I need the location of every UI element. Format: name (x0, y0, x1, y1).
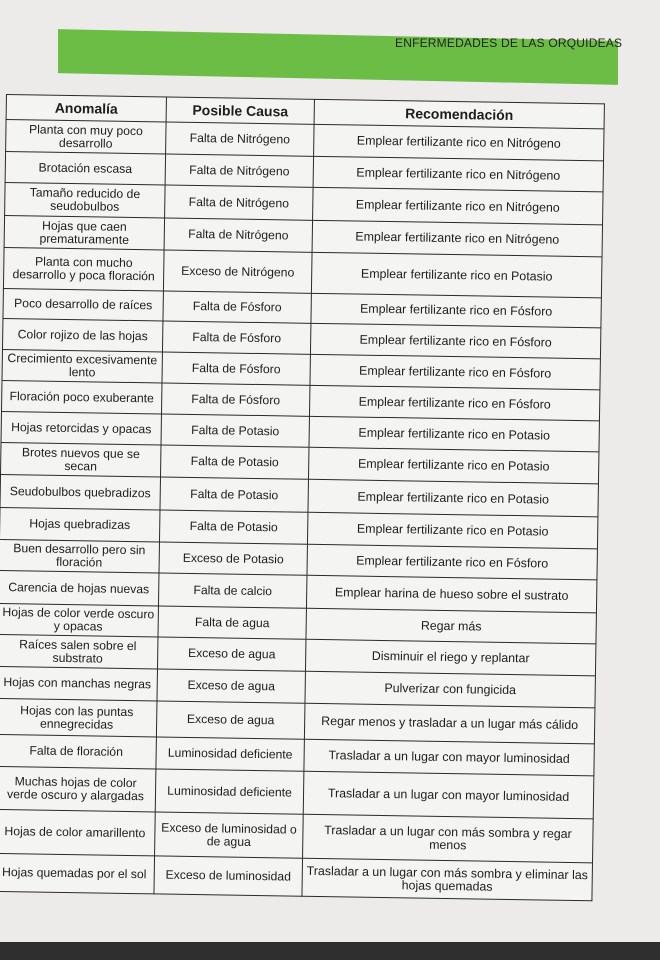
cell-posible-causa: Exceso de luminosidad o de agua (155, 812, 304, 858)
cell-recomendacion: Emplear fertilizante rico en Fósforo (310, 354, 600, 390)
cell-anomalia: Buen desarrollo pero sin floración (0, 539, 159, 573)
cell-posible-causa: Falta de Nitrógeno (166, 122, 314, 156)
orchid-disorders-table (0, 94, 605, 901)
cell-recomendacion: Emplear fertilizante rico en Potasio (308, 479, 598, 517)
cell-posible-causa: Falta de Potasio (159, 510, 307, 544)
cell-anomalia: Crecimiento excesivamente lento (2, 349, 162, 383)
cell-posible-causa: Falta de Nitrógeno (165, 185, 314, 220)
cell-anomalia: Brotes nuevos que se secan (1, 442, 161, 477)
cell-recomendacion: Pulverizar con fungicida (305, 671, 595, 708)
cell-recomendacion: Emplear fertilizante rico en Potasio (309, 416, 599, 452)
cell-posible-causa: Falta de Nitrógeno (164, 218, 312, 252)
cell-anomalia: Falta de floración (0, 734, 156, 769)
cell-posible-causa: Exceso de luminosidad (154, 856, 303, 896)
cell-recomendacion: Emplear fertilizante rico en Nitrógeno (312, 220, 602, 257)
cell-posible-causa: Luminosidad deficiente (155, 769, 304, 814)
cell-posible-causa: Falta de Potasio (160, 477, 309, 512)
cell-recomendacion: Emplear fertilizante rico en Fósforo (309, 385, 599, 421)
table-container (0, 94, 604, 901)
cell-recomendacion: Disminuir el riego y replantar (305, 639, 595, 676)
cell-recomendacion: Emplear harina de hueso sobre el sustrato (306, 575, 596, 613)
cell-recomendacion: Trasladar a un lugar con más sombra y eliminar las hojas quemadas (302, 858, 593, 901)
cell-recomendacion: Regar más (306, 608, 596, 644)
cell-recomendacion: Emplear fertilizante rico en Fósforo (307, 544, 597, 580)
cell-anomalia: Seudobulbos quebradizos (0, 474, 160, 510)
cell-posible-causa: Falta de Fósforo (162, 352, 310, 385)
cell-posible-causa: Falta de Nitrógeno (165, 154, 313, 187)
cell-posible-causa: Falta de calcio (158, 573, 307, 608)
column-header-posible-causa: Posible Causa (166, 97, 314, 124)
cell-recomendacion: Emplear fertilizante rico en Potasio (308, 447, 598, 484)
cell-posible-causa: Exceso de agua (157, 637, 305, 671)
cell-anomalia: Tamaño reducido de seudobulbos (5, 182, 165, 218)
cell-anomalia: Hojas de color amarillento (0, 809, 155, 856)
cell-anomalia: Hojas quebradizas (0, 507, 160, 542)
cell-posible-causa: Falta de Fósforo (163, 291, 311, 323)
cell-anomalia: Carencia de hojas nuevas (0, 570, 159, 606)
cell-posible-causa: Falta de Fósforo (162, 321, 310, 354)
cell-anomalia: Color rojizo de las hojas (2, 318, 162, 352)
cell-recomendacion: Regar menos y trasladar a un lugar más cálido (304, 703, 595, 744)
page-title: ENFERMEDADES DE LAS ORQUIDEAS (395, 36, 623, 50)
cell-anomalia: Hojas quemadas por el sol (0, 853, 155, 894)
cell-posible-causa: Falta de Fósforo (161, 383, 309, 416)
column-header-recomendacion: Recomendación (314, 99, 604, 129)
cell-posible-causa: Exceso de Nitrógeno (163, 250, 312, 293)
cell-recomendacion: Emplear fertilizante rico en Nitrógeno (314, 124, 604, 161)
cell-anomalia: Planta con muy poco desarrollo (6, 120, 166, 155)
column-header-anomalia: Anomalía (6, 95, 166, 123)
cell-anomalia: Raíces salen sobre el substrato (0, 634, 158, 669)
table-body (0, 120, 604, 901)
cell-anomalia: Floración poco exuberante (2, 380, 162, 414)
cell-recomendacion: Emplear fertilizante rico en Nitrógeno (313, 156, 603, 192)
bottom-dark-strip (0, 942, 660, 960)
cell-recomendacion: Emplear fertilizante rico en Potasio (307, 512, 597, 549)
cell-posible-causa: Exceso de agua (157, 669, 305, 703)
cell-anomalia: Hojas de color verde oscuro y opacas (0, 603, 158, 637)
cell-posible-causa: Falta de agua (158, 606, 306, 639)
cell-anomalia: Hojas con las puntas ennegrecidas (0, 698, 157, 737)
cell-recomendacion: Emplear fertilizante rico en Potasio (311, 252, 602, 298)
cell-anomalia: Hojas que caen prematuramente (4, 215, 164, 250)
cell-recomendacion: Trasladar a un lugar con más sombra y regar menos (303, 814, 594, 863)
cell-anomalia: Hojas retorcidas y opacas (1, 411, 161, 445)
cell-posible-causa: Luminosidad deficiente (156, 737, 304, 771)
cell-recomendacion: Emplear fertilizante rico en Nitrógeno (313, 187, 603, 225)
cell-posible-causa: Exceso de agua (156, 701, 305, 739)
cell-anomalia: Planta con mucho desarrollo y poca floración (3, 247, 164, 291)
cell-anomalia: Brotación escasa (5, 152, 165, 186)
cell-recomendacion: Emplear fertilizante rico en Fósforo (311, 293, 601, 328)
table-row (0, 853, 592, 900)
cell-posible-causa: Falta de Potasio (161, 445, 309, 479)
cell-posible-causa: Exceso de Potasio (159, 542, 307, 575)
cell-posible-causa: Falta de Potasio (161, 414, 309, 447)
cell-anomalia: Hojas con manchas negras (0, 666, 157, 701)
cell-anomalia: Poco desarrollo de raíces (3, 288, 163, 321)
cell-recomendacion: Emplear fertilizante rico en Fósforo (310, 323, 600, 359)
cell-recomendacion: Trasladar a un lugar con mayor luminosidad (303, 771, 594, 819)
cell-recomendacion: Trasladar a un lugar con mayor luminosidad (304, 739, 594, 776)
cell-anomalia: Muchas hojas de color verde oscuro y alargadas (0, 766, 156, 812)
